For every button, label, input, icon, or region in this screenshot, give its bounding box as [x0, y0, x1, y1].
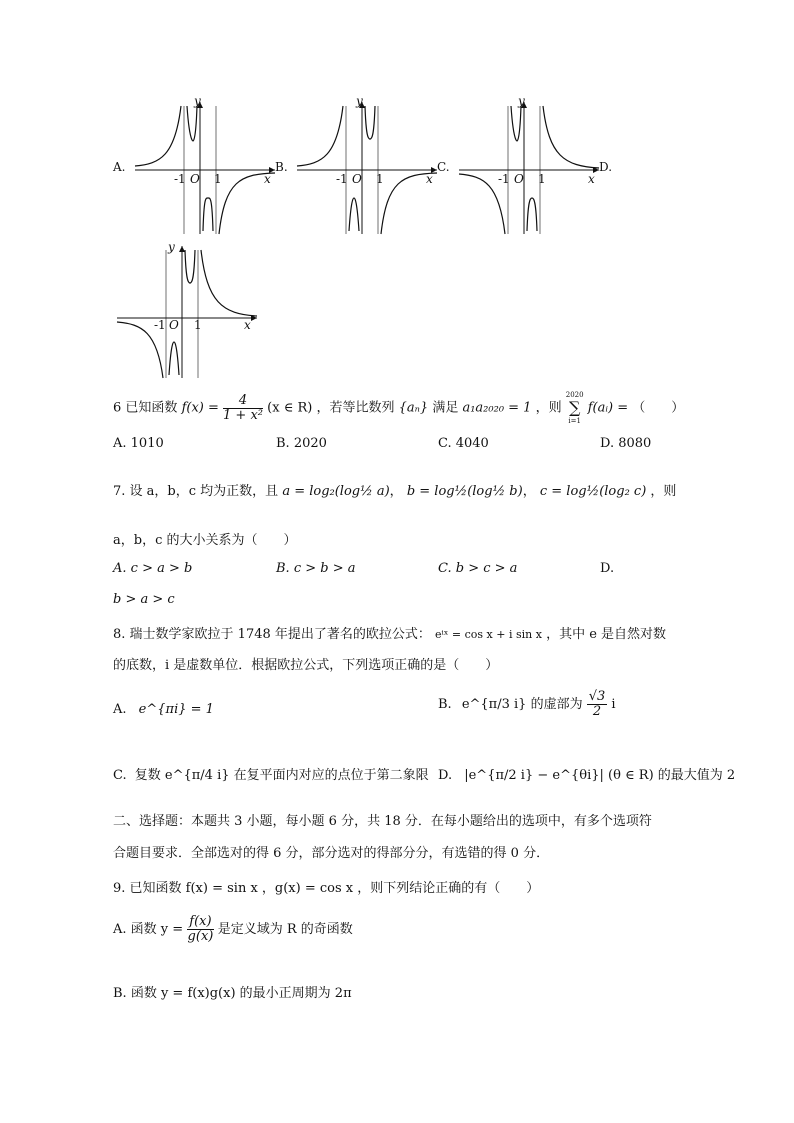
graph-d-origin: O — [169, 318, 179, 332]
q6-option-a[interactable]: A. 1010 — [113, 436, 164, 451]
section-2-line2: 合题目要求．全部选对的得 6 分，部分选对的得部分分，有选错的得 0 分． — [113, 846, 550, 861]
graph-b-origin: O — [352, 172, 362, 186]
q6-mid: ，若等比数列 — [316, 400, 395, 416]
q8-option-a[interactable] — [113, 702, 214, 717]
graph-option-b — [292, 96, 442, 236]
graph-d-x-label: x — [244, 318, 251, 332]
graph-option-d — [112, 240, 262, 380]
graph-b-x-label: x — [426, 172, 433, 186]
graph-b-y-label: y — [356, 94, 363, 108]
q8-option-d[interactable] — [438, 764, 735, 783]
graph-d-tick-pos: 1 — [194, 318, 202, 332]
graph-c-origin: O — [514, 172, 524, 186]
q7-option-b[interactable]: B. c > b > a — [276, 561, 356, 576]
q8-line1-b: ，其中 e 是自然对数 — [546, 627, 667, 642]
graph-option-d-label: D. — [599, 160, 613, 174]
question-6-stem — [113, 390, 684, 430]
q7-then: ，则 — [650, 484, 677, 499]
graph-b-tick-pos: 1 — [376, 172, 384, 186]
graph-a-x-label: x — [264, 172, 271, 186]
q6-sum — [566, 390, 584, 426]
q9-option-a-den: g(x) — [187, 929, 214, 944]
q8-option-a-label: A. — [113, 702, 127, 717]
q6-func: f(x) = — [181, 400, 219, 416]
q6-sum-top: 2020 — [565, 391, 584, 399]
question-7-stem: 7. 设 a，b，c 均为正数，且 a = log₂(log½ a)， b = log½(log½ b)， c = log½(log₂ c) ，则 — [113, 484, 677, 499]
q6-seq: {aₙ} — [398, 400, 429, 416]
graph-d-y-label: y — [168, 240, 175, 254]
q9-option-a-pre: A. 函数 y = — [113, 922, 184, 937]
graph-option-c — [454, 96, 604, 236]
graph-c-y-label: y — [518, 94, 525, 108]
graph-b-tick-neg: -1 — [336, 172, 348, 186]
q8-option-b-frac-num: √3 — [588, 689, 606, 704]
q8-option-c-text: 复数 e^{π/4 i} 在复平面内对应的点位于第二象限 — [134, 768, 429, 783]
q7-number: 7. — [113, 484, 126, 499]
q9-option-a-post: 是定义域为 R 的奇函数 — [217, 922, 353, 937]
q8-option-b-frac-den: 2 — [592, 704, 602, 719]
question-8-line1 — [113, 623, 666, 642]
graph-c-tick-neg: -1 — [498, 172, 510, 186]
q8-formula: eⁱˣ = cos x + i sin x — [435, 628, 542, 641]
q6-blank: （ ） — [632, 400, 685, 416]
q6-intro: 已知函数 — [125, 400, 178, 416]
q8-option-d-text: |e^{π/2 i} − e^{θi}| (θ ∈ R) 的最大值为 2 — [464, 768, 736, 783]
section-2-line1: 二、选择题：本题共 3 小题，每小题 6 分，共 18 分．在每小题给出的选项中，有多个选项符 — [113, 814, 652, 829]
q8-option-c[interactable] — [113, 764, 429, 783]
graph-a-tick-neg: -1 — [174, 172, 186, 186]
q6-option-d[interactable]: D. 8080 — [600, 436, 652, 451]
q8-option-d-label: D. — [438, 768, 453, 783]
q6-frac-den: 1 + x² — [223, 407, 264, 423]
q6-number: 6 — [113, 400, 122, 416]
q8-option-a-expr: e^{πi} = 1 — [138, 702, 214, 717]
q8-option-b-pre: e^{π/3 i} 的虚部为 — [461, 697, 583, 712]
q6-then: ，则 — [535, 400, 562, 416]
q6-option-c[interactable]: C. 4040 — [438, 436, 489, 451]
q8-option-b-fraction — [587, 690, 608, 719]
q8-option-b[interactable] — [438, 690, 616, 719]
q7-option-c[interactable]: C. b > c > a — [438, 561, 518, 576]
q7-option-d[interactable]: D. — [600, 561, 615, 576]
graph-d-tick-neg: -1 — [154, 318, 166, 332]
q7-option-d-cont: b > a > c — [113, 592, 175, 607]
q9-option-b[interactable]: B. 函数 y = f(x)g(x) 的最小正周期为 2π — [113, 986, 352, 1001]
q9-option-a-num: f(x) — [189, 914, 212, 929]
graph-option-c-label: C. — [437, 160, 450, 174]
q6-sum-body: f(aᵢ) = — [587, 400, 629, 416]
graph-a-tick-pos: 1 — [214, 172, 222, 186]
q7-expr-a: a = log₂(log½ a) — [282, 484, 390, 499]
q6-frac-num: 4 — [223, 394, 263, 409]
graph-option-a — [130, 96, 280, 236]
q7-expr-b: b = log½(log½ b) — [406, 484, 523, 499]
q7-expr-c: c = log½(log₂ c) — [539, 484, 647, 499]
q7-intro: 设 a，b，c 均为正数，且 — [129, 484, 279, 499]
graph-c-tick-pos: 1 — [538, 172, 546, 186]
q7-option-a[interactable]: A. c > a > b — [113, 561, 193, 576]
q8-option-c-label: C. — [113, 768, 127, 783]
q9-option-a-fraction — [187, 915, 213, 944]
q6-cond-text: 满足 — [432, 400, 459, 416]
question-9-stem: 9. 已知函数 f(x) = sin x ，g(x) = cos x ，则下列结论正确的有（ ） — [113, 881, 540, 896]
q6-sum-symbol: ∑ — [568, 398, 581, 417]
graph-option-a-label: A. — [113, 160, 126, 174]
q6-domain: (x ∈ R) — [267, 400, 313, 416]
q6-sum-bottom: i=1 — [568, 417, 581, 425]
q6-option-b[interactable]: B. 2020 — [276, 436, 327, 451]
q8-option-b-label: B. — [438, 697, 452, 712]
graph-a-y-label: y — [194, 94, 201, 108]
q9-option-a[interactable] — [113, 915, 353, 944]
graph-a-origin: O — [190, 172, 200, 186]
graph-c-x-label: x — [588, 172, 595, 186]
q8-line1-a: 8. 瑞士数学家欧拉于 1748 年提出了著名的欧拉公式： — [113, 627, 431, 642]
q7-line2: a，b，c 的大小关系为（ ） — [113, 533, 297, 548]
q6-cond: a₁a₂₀₂₀ = 1 — [462, 400, 532, 416]
graph-option-b-label: B. — [275, 160, 288, 174]
q8-line2: 的底数，i 是虚数单位．根据欧拉公式，下列选项正确的是（ ） — [113, 658, 499, 673]
q8-option-b-post: i — [611, 697, 616, 712]
q6-fraction — [223, 394, 263, 423]
